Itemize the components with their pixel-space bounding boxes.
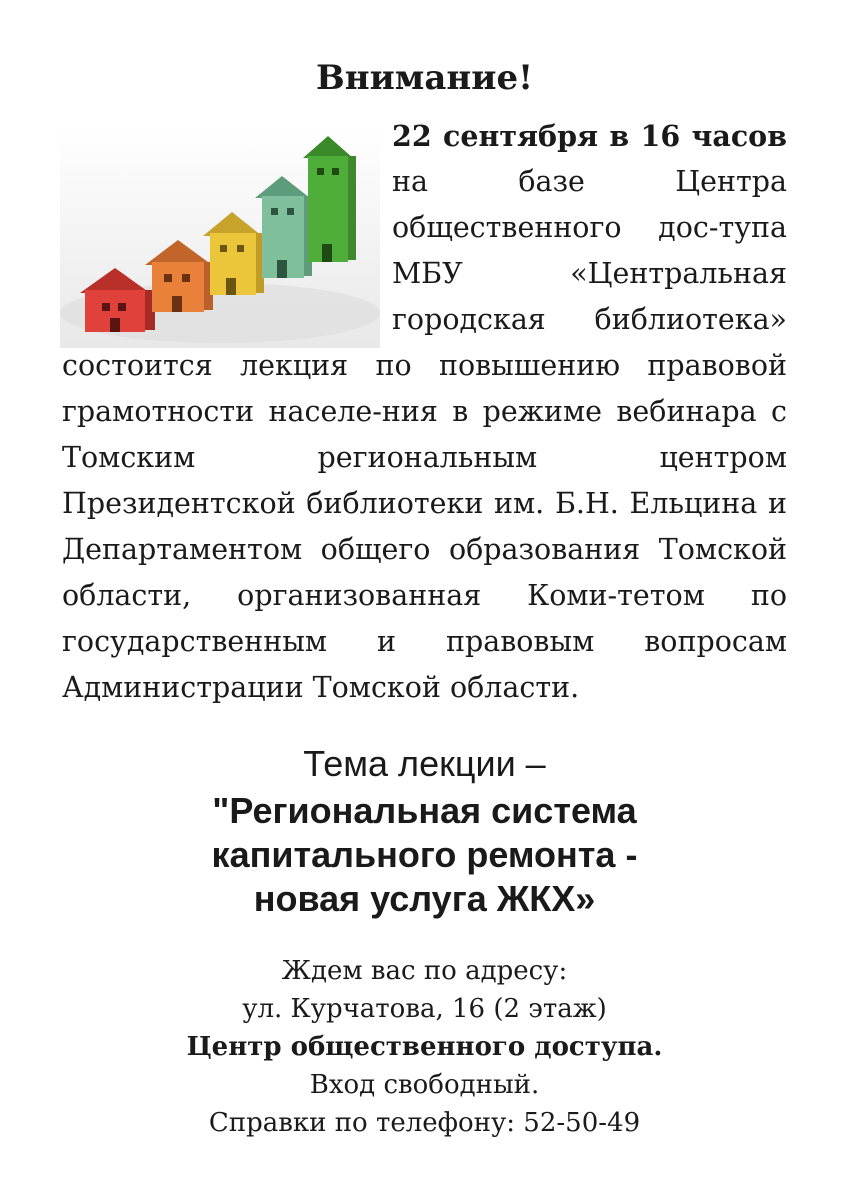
announcement-line: грамотности населе-ния в режиме вебинара с (62, 395, 787, 428)
page-heading: Внимание! (315, 58, 534, 98)
topic-title-line: новая услуга ЖКХ» (253, 878, 596, 919)
houses-illustration (60, 128, 380, 348)
contact-entry: Вход свободный. (309, 1070, 540, 1100)
contact-venue: Центр общественного доступа. (186, 1032, 663, 1062)
houses-icon (60, 128, 380, 348)
announcement-line: состоится лекция по повышению правовой (62, 349, 787, 382)
topic-title (0, 789, 849, 921)
announcement-line: области, организованная Коми-тетом по (62, 579, 787, 612)
contact-block (0, 952, 849, 1142)
announcement-line: на базе Центра (392, 165, 787, 198)
announcement-line: общественного дос-тупа (392, 211, 787, 244)
announcement-line: государственным и правовым вопросам (62, 625, 787, 658)
announcement-line: городская библиотека» (392, 303, 787, 336)
announcement-line: Департаментом общего образования Томской (62, 533, 787, 566)
announcement-date: 22 сентября в 16 часов (392, 119, 787, 153)
topic-label: Тема лекции – (303, 743, 546, 784)
topic-title-line: "Региональная система (212, 790, 637, 831)
topic-title-line: капитального ремонта - (211, 834, 638, 875)
announcement-line: Администрации Томской области. (62, 671, 580, 704)
contact-address: ул. Курчатова, 16 (2 этаж) (242, 994, 607, 1024)
announcement-line: МБУ «Центральная (392, 257, 787, 290)
announcement-line: Томским региональным центром (62, 441, 787, 474)
announcement-line: Президентской библиотеки им. Б.Н. Ельцина и (62, 487, 787, 520)
contact-invite: Ждем вас по адресу: (281, 956, 568, 986)
house-green (303, 136, 356, 262)
contact-phone: Справки по телефону: 52-50-49 (208, 1108, 641, 1138)
